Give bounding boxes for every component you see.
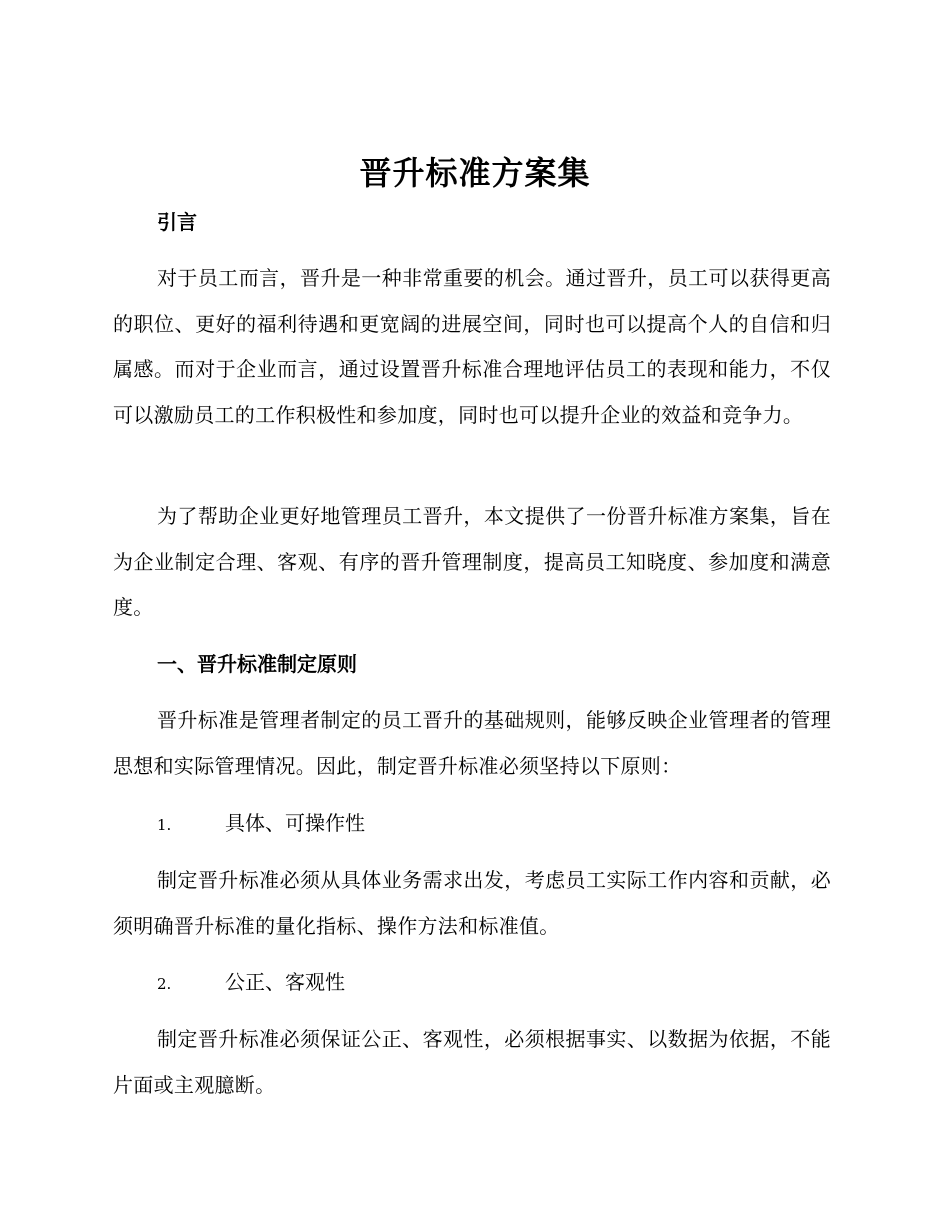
section1-paragraph: 晋升标准是管理者制定的员工晋升的基础规则，能够反映企业管理者的管理思想和实际管理情况。因此，制定晋升标准必须坚持以下原则：	[113, 708, 831, 778]
list-label: 具体、可操作性	[225, 811, 365, 835]
intro-paragraph-1: 对于员工而言，晋升是一种非常重要的机会。通过晋升，员工可以获得更高的职位、更好的福利待遇和更宽阔的进展空间，同时也可以提高个人的自信和归属感。而对于企业而言，通过设置晋升标准合理地评估员工的表现和能力，不仅可以激励员工的工作积极性和参加度，同时也可以提升企业的效益和竞争力。	[113, 266, 831, 427]
item2-description: 制定晋升标准必须保证公正、客观性，必须根据事实、以数据为依据，不能片面或主观臆断。	[113, 1027, 831, 1097]
document-title: 晋升标准方案集	[359, 154, 591, 192]
section1-heading: 一、晋升标准制定原则	[157, 652, 357, 676]
intro-paragraph-2: 为了帮助企业更好地管理员工晋升，本文提供了一份晋升标准方案集，旨在为企业制定合理、客观、有序的晋升管理制度，提高员工知晓度、参加度和满意度。	[113, 504, 831, 619]
list-number: 1.	[157, 816, 172, 834]
list-label: 公正、客观性	[225, 970, 345, 994]
list-item-2	[157, 967, 345, 999]
list-number: 2.	[157, 975, 172, 993]
item1-description: 制定晋升标准必须从具体业务需求出发，考虑员工实际工作内容和贡献，必须明确晋升标准的量化指标、操作方法和标准值。	[113, 868, 831, 938]
list-item-1	[157, 808, 365, 840]
intro-heading: 引言	[157, 210, 197, 234]
